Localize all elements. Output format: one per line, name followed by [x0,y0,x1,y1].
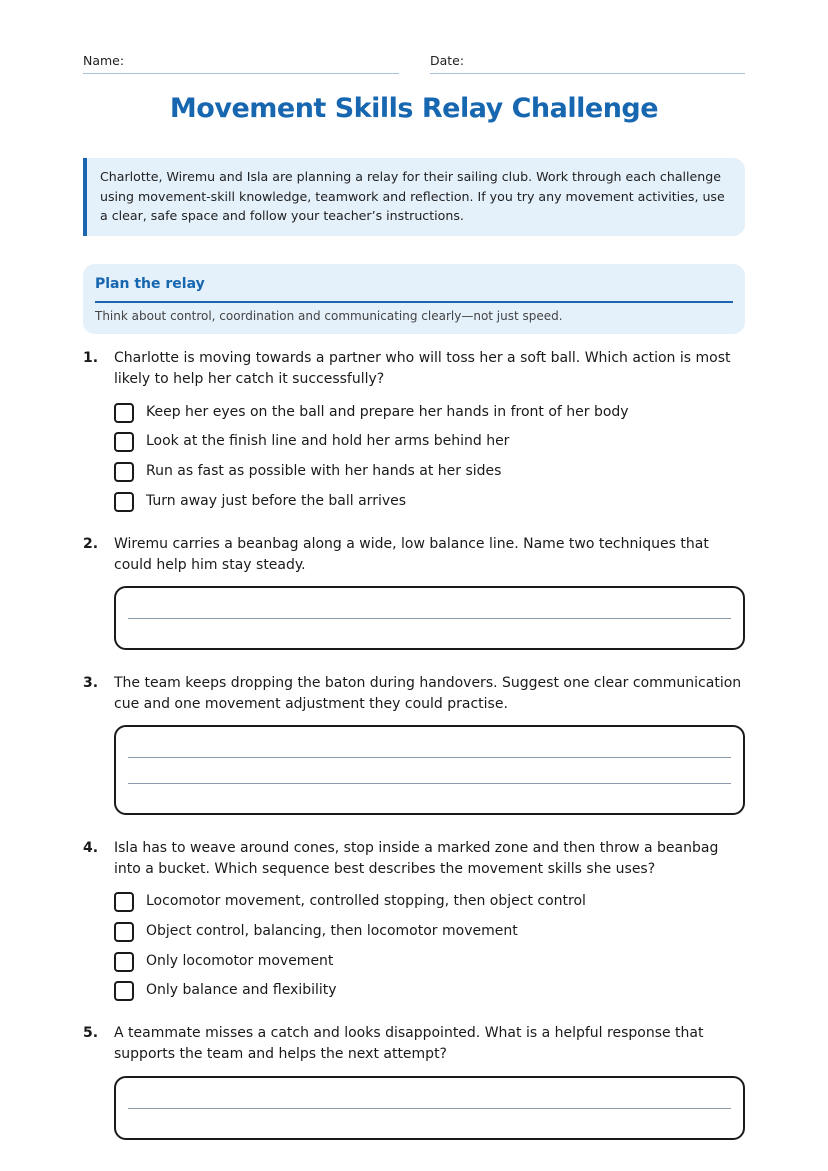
checkbox[interactable] [114,492,134,512]
date-label: Date: [430,53,465,68]
question-number: 5. [83,1025,99,1041]
option-label: Only locomotor movement [146,953,334,969]
option-label: Only balance and flexibility [146,982,337,998]
question-text: Charlotte is moving towards a partner who will toss her a soft ball. Which action is most likely to help her catch it successfully? [114,350,731,387]
question-text: Isla has to weave around cones, stop inside a marked zone and then throw a beanbag into a bucket. Which sequence best describes the movement skills she uses? [114,840,719,877]
question-text: The team keeps dropping the baton during handovers. Suggest one clear communication cue and one movement adjustment they could practise. [114,675,742,712]
name-label: Name: [83,53,125,68]
section-divider [95,301,733,303]
option-label: Keep her eyes on the ball and prepare her hands in front of her body [146,404,629,420]
question-text: A teammate misses a catch and looks disappointed. What is a helpful response that supports the team and helps the next attempt? [114,1025,704,1062]
checkbox[interactable] [114,403,134,423]
option-label: Turn away just before the ball arrives [146,493,407,509]
answer-line [128,757,731,758]
checkbox[interactable] [114,922,134,942]
answer-line [128,783,731,784]
option-label: Locomotor movement, controlled stopping, then object control [146,893,586,909]
answer-box-5[interactable] [114,1076,745,1140]
option-label: Look at the finish line and hold her arms behind her [146,433,510,449]
section-subtitle: Think about control, coordination and communicating clearly—not just speed. [95,309,563,323]
checkbox[interactable] [114,892,134,912]
answer-box-2[interactable] [114,586,745,650]
name-field[interactable] [83,53,399,74]
question-number: 1. [83,350,99,366]
answer-line [128,1108,731,1109]
checkbox[interactable] [114,981,134,1001]
section-plan-the-relay [83,264,745,334]
question-text: Wiremu carries a beanbag along a wide, low balance line. Name two techniques that could help him stay steady. [114,536,709,573]
checkbox[interactable] [114,462,134,482]
answer-box-3[interactable] [114,725,745,815]
date-field[interactable] [430,53,745,74]
section-title: Plan the relay [95,276,205,292]
page-title: Movement Skills Relay Challenge [169,93,659,124]
option-label: Object control, balancing, then locomotor movement [146,923,518,939]
question-number: 2. [83,536,99,552]
answer-line [128,618,731,619]
question-number: 4. [83,840,99,856]
checkbox[interactable] [114,432,134,452]
intro-callout: Charlotte, Wiremu and Isla are planning a relay for their sailing club. Work through each challenge using movement-skill knowledge, teamwork and reflection. If you try any movement activities, use a clear, safe space and follow your teacher’s instructions. [83,158,745,236]
question-number: 3. [83,675,99,691]
header-fields [83,53,745,73]
checkbox[interactable] [114,952,134,972]
option-label: Run as fast as possible with her hands at her sides [146,463,502,479]
